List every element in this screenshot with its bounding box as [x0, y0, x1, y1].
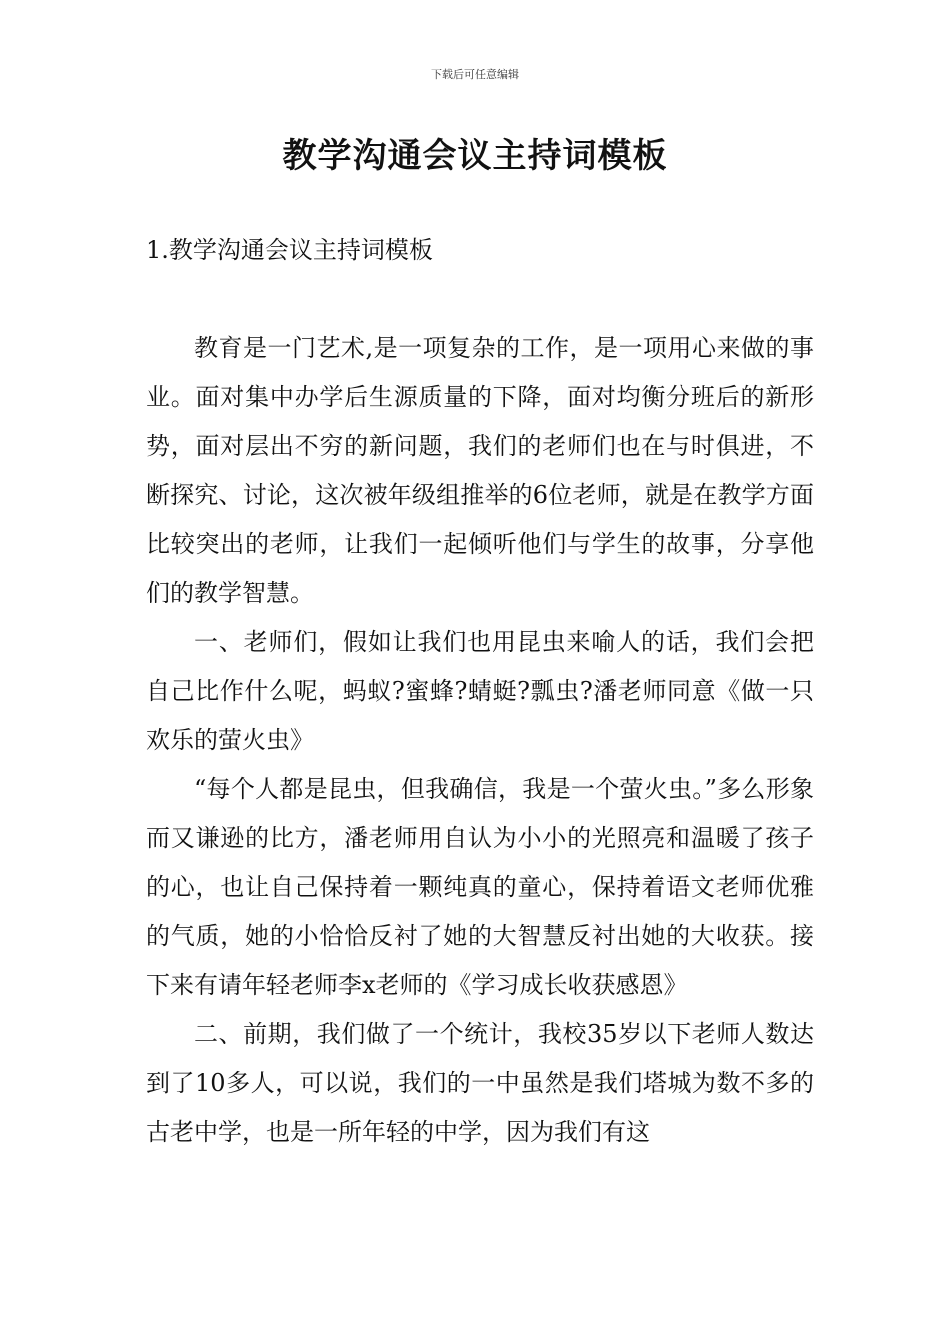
section-heading: 1.教学沟通会议主持词模板 [146, 236, 433, 264]
header-note: 下载后可任意编辑 [431, 68, 519, 81]
document-title: 教学沟通会议主持词模板 [282, 136, 668, 176]
paragraph-part-one: 一、老师们，假如让我们也用昆虫来喻人的话，我们会把自己比作什么呢，蚂蚁?蜜蜂?蜻蜓?瓢虫?潘老师同意《做一只欢乐的萤火虫》 [146, 628, 814, 754]
paragraph-part-two: 二、前期，我们做了一个统计，我校35岁以下老师人数达到了10多人，可以说，我们的一中虽然是我们塔城为数不多的古老中学，也是一所年轻的中学，因为我们有这 [146, 1020, 814, 1146]
paragraph-intro: 教育是一门艺术,是一项复杂的工作，是一项用心来做的事业。面对集中办学后生源质量的下降，面对均衡分班后的新形势，面对层出不穷的新问题，我们的老师们也在与时俱进，不断探究、讨论，这次被年级组推举的6位老师，就是在教学方面比较突出的老师，让我们一起倾听他们与学生的故事，分享他们的教学智慧。 [146, 334, 814, 607]
paragraph-firefly-quote: “每个人都是昆虫，但我确信，我是一个萤火虫。”多么形象而又谦逊的比方，潘老师用自认为小小的光照亮和温暖了孩子的心，也让自己保持着一颗纯真的童心，保持着语文老师优雅的气质，她的小恰恰反衬了她的大智慧反衬出她的大收获。接下来有请年轻老师李x老师的《学习成长收获感恩》 [146, 775, 814, 999]
document-body [146, 226, 814, 1157]
